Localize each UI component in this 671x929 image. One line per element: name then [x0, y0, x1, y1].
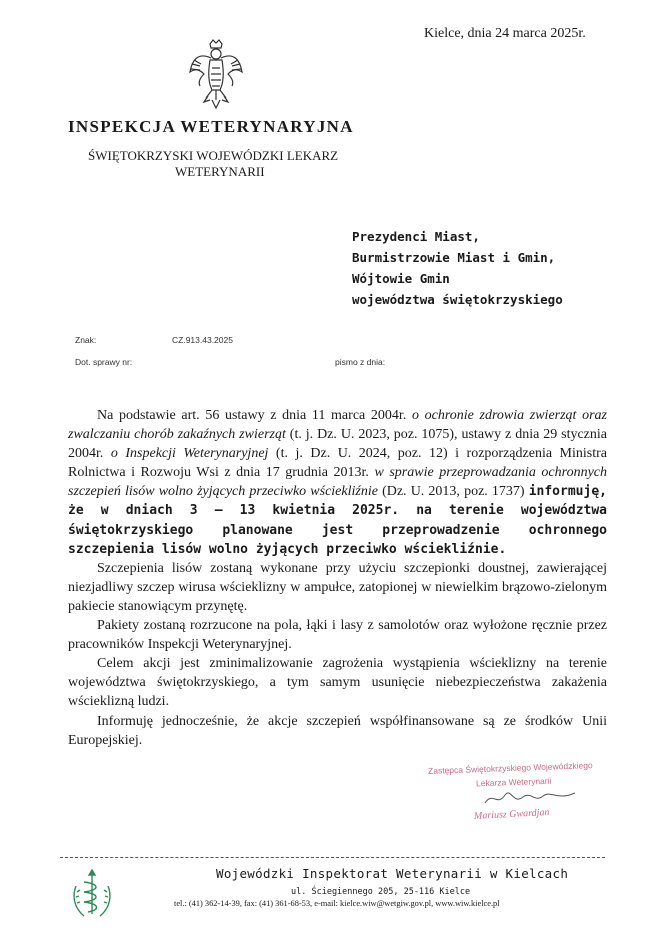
stamp-line1: Zastępca Świętokrzyskiego Wojewódzkiego — [427, 760, 593, 776]
institution-subtitle-line2: WETERYNARII — [175, 164, 265, 179]
letter-date: Kielce, dnia 24 marca 2025r. — [424, 26, 586, 41]
polish-eagle-emblem-icon — [188, 38, 244, 110]
paragraph-funding: Informuję jednocześnie, że akcje szczepień współfinansowane są ze środków Unii Europejskiej. — [68, 713, 607, 748]
veterinary-caduceus-logo-icon — [70, 866, 114, 920]
text-span: (t. j. Dz. U. 2023, poz. 1075), ustawy z dnia 29 stycznia 2004r. — [68, 427, 608, 462]
act-title: w sprawie przeprowadzania ochronnych szczepień lisów wolno żyjących przeciwko wściekliźnie — [68, 465, 607, 500]
letter-date-ref-label: pismo z dnia: — [335, 357, 386, 367]
recipient-line: województwa świętokrzyskiego — [352, 292, 563, 307]
stamp-line2: Lekarza Weterynarii — [475, 775, 552, 789]
case-number-label: Dot. sprawy nr: — [75, 357, 133, 367]
recipient-line: Prezydenci Miast, — [352, 229, 480, 244]
paragraph-distribution: Pakiety zostaną rozrzucone na pola, łąki i lasy z samolotów oraz wyłożone ręcznie przez pracowników Inspekcji Weterynaryjnej. — [68, 618, 607, 653]
paragraph-legal-basis — [68, 406, 607, 559]
text-span: (t. j. Dz. U. 2024, poz. 12) i rozporządzenia Ministra Rolnictwa i Rozwoju Wsi z dnia 17 grudnia 2013r. — [68, 446, 607, 481]
official-stamp — [427, 760, 608, 829]
recipients-block — [352, 226, 563, 310]
institution-name: INSPEKCJA WETERYNARYJNA — [68, 117, 354, 136]
letter-body — [68, 406, 607, 750]
footer-divider — [60, 857, 605, 858]
footer-contact: tel.: (41) 362-14-39, fax: (41) 361-68-53, e-mail: kielce.wiw@wetgiw.gov.pl, www.wiw.kielce.pl — [174, 899, 500, 908]
handwritten-signature-icon — [483, 787, 578, 809]
znak-value: CZ.913.43.2025 — [172, 335, 233, 345]
paragraph-vaccine: Szczepienia lisów zostaną wykonane przy użyciu szczepionki doustnej, zawierającej niezjadliwy szczep wirusa wścieklizny w ampułce, zatopionej w niewielkim brązowo-zielonym pakiecie stanowiącym przynętę. — [68, 560, 607, 614]
institution-subtitle-line1: ŚWIĘTOKRZYSKI WOJEWÓDZKI LEKARZ — [88, 148, 339, 163]
recipient-line: Wójtowie Gmin — [352, 271, 450, 286]
znak-label: Znak: — [75, 335, 97, 345]
announcement-bold: informuję, że w dniach 3 – 13 kwietnia 2025r. na terenie województwa świętokrzyskiego planowane jest przeprowadzenie ochronnego szczepienia lisów wolno żyjących przeciwko wściekliźnie. — [68, 484, 607, 557]
act-title: o Inspekcji Weterynaryjnej — [110, 446, 269, 462]
text-span: Na podstawie art. 56 ustawy z dnia 11 marca 2004r. — [97, 408, 412, 423]
text-span: (Dz. U. 2013, poz. 1737) — [377, 484, 529, 500]
paragraph-goal: Celem akcji jest zminimalizowanie zagrożenia wystąpienia wścieklizny na terenie województwa świętokrzyskiego, a tym samym usunięcie niebezpieczeństwa zakażenia wścieklizną ludzi. — [68, 656, 607, 710]
stamp-signature-name: Mariusz Gwardjan — [473, 807, 550, 822]
footer-inspectorate-name: Wojewódzki Inspektorat Weterynarii w Kielcach — [216, 866, 569, 881]
recipient-line: Burmistrzowie Miast i Gmin, — [352, 250, 556, 265]
act-title: o ochronie zdrowia zwierząt oraz zwalczaniu chorób zakaźnych zwierząt — [68, 408, 607, 443]
footer-address: ul. Ściegiennego 205, 25-116 Kielce — [291, 887, 471, 897]
